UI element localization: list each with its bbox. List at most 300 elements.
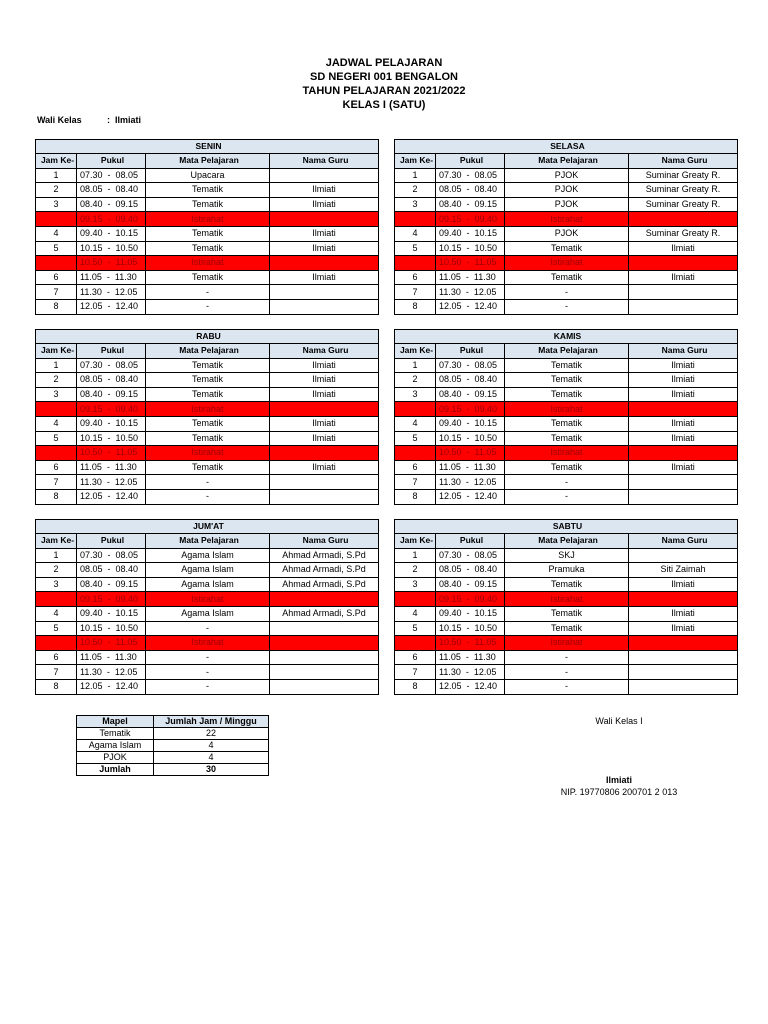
time-cell: 09.40 - 10.15 xyxy=(436,416,505,431)
schedule-row xyxy=(36,475,379,490)
jam-cell: 2 xyxy=(395,183,436,198)
time-cell: 10.15 - 10.50 xyxy=(77,621,146,636)
col-jam-header: Jam Ke- xyxy=(36,154,77,169)
subject-cell: Tematik xyxy=(146,373,270,388)
time-cell: 09.40 - 10.15 xyxy=(436,606,505,621)
subject-cell: PJOK xyxy=(505,197,629,212)
day-name: RABU xyxy=(36,330,379,344)
day-name: JUM'AT xyxy=(36,520,379,534)
teacher-cell: Ilmiati xyxy=(629,577,738,592)
break-row xyxy=(36,636,379,651)
subject-cell: - xyxy=(146,665,270,680)
subject-cell: - xyxy=(146,650,270,665)
jam-cell: 2 xyxy=(36,373,77,388)
subject-cell: - xyxy=(505,285,629,300)
summary-header-row xyxy=(77,716,269,728)
jam-cell: 4 xyxy=(395,606,436,621)
schedule-row xyxy=(36,285,379,300)
signature-nip: NIP. 19770806 200701 2 013 xyxy=(560,787,678,797)
schedule-row xyxy=(36,387,379,402)
time-cell: 12.05 - 12.40 xyxy=(77,299,146,314)
schedule-row xyxy=(395,650,738,665)
time-cell: 10.50 - 11.05 xyxy=(436,636,505,651)
day-name: SELASA xyxy=(395,140,738,154)
jam-cell: 5 xyxy=(36,621,77,636)
wali-kelas-sep: : xyxy=(107,115,110,125)
subject-cell: Tematik xyxy=(146,241,270,256)
jam-cell: 6 xyxy=(395,650,436,665)
subject-cell: Pramuka xyxy=(505,563,629,578)
time-cell: 08.05 - 08.40 xyxy=(77,183,146,198)
jam-cell: 6 xyxy=(36,460,77,475)
time-cell: 09.15 - 09.40 xyxy=(436,592,505,607)
summary-total-row xyxy=(77,764,269,776)
schedule-row xyxy=(36,650,379,665)
jam-cell: 7 xyxy=(395,285,436,300)
summary-total-label: Jumlah xyxy=(77,764,154,776)
jam-cell: 6 xyxy=(395,270,436,285)
col-pukul-header: Pukul xyxy=(77,534,146,549)
col-jam-header: Jam Ke- xyxy=(36,344,77,359)
break-row xyxy=(36,446,379,461)
jam-cell: 4 xyxy=(395,416,436,431)
time-cell: 10.50 - 11.05 xyxy=(436,256,505,271)
col-pukul-header: Pukul xyxy=(77,344,146,359)
teacher-cell xyxy=(270,212,379,227)
schedule-row xyxy=(36,183,379,198)
subject-cell: - xyxy=(505,679,629,694)
jam-cell: 6 xyxy=(36,650,77,665)
break-row xyxy=(395,592,738,607)
jam-cell xyxy=(395,446,436,461)
teacher-cell xyxy=(270,650,379,665)
jam-cell: 4 xyxy=(36,226,77,241)
teacher-cell xyxy=(629,475,738,490)
subject-cell: Istirahat xyxy=(146,212,270,227)
jam-cell: 7 xyxy=(36,285,77,300)
break-row xyxy=(36,256,379,271)
jam-cell: 6 xyxy=(395,460,436,475)
schedule-row xyxy=(36,226,379,241)
subject-cell: PJOK xyxy=(505,183,629,198)
time-cell: 10.15 - 10.50 xyxy=(77,241,146,256)
col-mapel-header: Mata Pelajaran xyxy=(505,534,629,549)
day-header-row xyxy=(36,520,379,534)
teacher-cell: Ilmiati xyxy=(270,358,379,373)
day-header-row xyxy=(395,520,738,534)
subject-cell: Tematik xyxy=(146,197,270,212)
schedule-row xyxy=(395,475,738,490)
jam-cell: 3 xyxy=(395,387,436,402)
time-cell: 11.30 - 12.05 xyxy=(77,475,146,490)
time-cell: 10.50 - 11.05 xyxy=(77,636,146,651)
jam-cell xyxy=(36,256,77,271)
time-cell: 09.15 - 09.40 xyxy=(436,402,505,417)
teacher-cell: Ahmad Armadi, S.Pd xyxy=(270,548,379,563)
schedule-row xyxy=(395,416,738,431)
schedule-row xyxy=(36,548,379,563)
teacher-cell: Ilmiati xyxy=(629,621,738,636)
schedule-row xyxy=(395,489,738,504)
time-cell: 10.15 - 10.50 xyxy=(436,241,505,256)
subject-cell: Tematik xyxy=(505,431,629,446)
jam-cell: 1 xyxy=(395,548,436,563)
subject-cell: Agama Islam xyxy=(146,563,270,578)
time-cell: 09.40 - 10.15 xyxy=(436,226,505,241)
teacher-cell xyxy=(270,636,379,651)
subject-cell: Istirahat xyxy=(146,256,270,271)
teacher-cell xyxy=(629,402,738,417)
break-row xyxy=(395,636,738,651)
col-pukul-header: Pukul xyxy=(436,534,505,549)
jam-cell: 7 xyxy=(36,665,77,680)
time-cell: 09.15 - 09.40 xyxy=(77,592,146,607)
teacher-cell xyxy=(629,285,738,300)
teacher-cell: Ilmiati xyxy=(270,460,379,475)
teacher-cell: Ilmiati xyxy=(629,373,738,388)
jam-cell: 3 xyxy=(395,577,436,592)
teacher-cell xyxy=(629,650,738,665)
schedule-row xyxy=(395,183,738,198)
break-row xyxy=(395,402,738,417)
subject-cell: - xyxy=(505,650,629,665)
teacher-cell xyxy=(629,212,738,227)
time-cell: 09.15 - 09.40 xyxy=(77,402,146,417)
time-cell: 08.40 - 09.15 xyxy=(77,577,146,592)
jam-cell: 1 xyxy=(395,168,436,183)
jam-cell: 3 xyxy=(36,387,77,402)
schedule-row xyxy=(395,197,738,212)
day-table xyxy=(394,139,738,315)
subject-cell: - xyxy=(505,475,629,490)
summary-head-jam: Jumlah Jam / Minggu xyxy=(154,716,269,728)
jam-cell: 8 xyxy=(395,489,436,504)
subject-cell: Tematik xyxy=(505,373,629,388)
jam-cell xyxy=(36,402,77,417)
day-header-row xyxy=(395,140,738,154)
col-mapel-header: Mata Pelajaran xyxy=(146,534,270,549)
time-cell: 11.05 - 11.30 xyxy=(436,460,505,475)
teacher-cell xyxy=(629,679,738,694)
subject-cell: Istirahat xyxy=(146,402,270,417)
subject-cell: Tematik xyxy=(505,358,629,373)
subject-cell: Istirahat xyxy=(505,212,629,227)
time-cell: 08.40 - 09.15 xyxy=(77,387,146,402)
col-mapel-header: Mata Pelajaran xyxy=(146,154,270,169)
time-cell: 08.05 - 08.40 xyxy=(436,183,505,198)
summary-jam: 4 xyxy=(154,740,269,752)
time-cell: 08.40 - 09.15 xyxy=(436,197,505,212)
day-table xyxy=(35,139,379,315)
column-header-row xyxy=(395,344,738,359)
teacher-cell: Ilmiati xyxy=(629,416,738,431)
schedule-row xyxy=(36,270,379,285)
summary-row xyxy=(77,740,269,752)
day-header-row xyxy=(36,140,379,154)
jam-cell xyxy=(395,402,436,417)
teacher-cell xyxy=(270,168,379,183)
time-cell: 09.15 - 09.40 xyxy=(436,212,505,227)
schedule-row xyxy=(395,563,738,578)
day-header-row xyxy=(36,330,379,344)
jam-cell: 4 xyxy=(36,606,77,621)
schedule-row xyxy=(36,168,379,183)
col-mapel-header: Mata Pelajaran xyxy=(146,344,270,359)
schedule-row xyxy=(395,577,738,592)
day-name: KAMIS xyxy=(395,330,738,344)
time-cell: 09.40 - 10.15 xyxy=(77,226,146,241)
teacher-cell: Ilmiati xyxy=(270,183,379,198)
day-table xyxy=(394,329,738,505)
time-cell: 08.05 - 08.40 xyxy=(436,563,505,578)
subject-cell: Istirahat xyxy=(146,446,270,461)
subject-cell: - xyxy=(146,621,270,636)
time-cell: 07.30 - 08.05 xyxy=(436,168,505,183)
subject-cell: - xyxy=(505,489,629,504)
time-cell: 11.05 - 11.30 xyxy=(436,270,505,285)
jam-cell xyxy=(36,446,77,461)
time-cell: 09.40 - 10.15 xyxy=(77,416,146,431)
day-name: SABTU xyxy=(395,520,738,534)
subject-cell: Tematik xyxy=(505,606,629,621)
time-cell: 08.05 - 08.40 xyxy=(77,373,146,388)
teacher-cell xyxy=(270,446,379,461)
subject-cell: Tematik xyxy=(505,416,629,431)
schedule-row xyxy=(36,373,379,388)
signature-name: Ilmiati xyxy=(605,775,632,785)
subject-cell: SKJ xyxy=(505,548,629,563)
time-cell: 10.15 - 10.50 xyxy=(436,431,505,446)
subject-cell: Istirahat xyxy=(505,636,629,651)
jam-cell: 3 xyxy=(36,197,77,212)
time-cell: 08.40 - 09.15 xyxy=(436,387,505,402)
subject-cell: Istirahat xyxy=(505,256,629,271)
teacher-cell: Ilmiati xyxy=(629,606,738,621)
jam-cell: 5 xyxy=(395,431,436,446)
teacher-cell xyxy=(629,548,738,563)
break-row xyxy=(395,212,738,227)
time-cell: 12.05 - 12.40 xyxy=(436,489,505,504)
subject-cell: - xyxy=(146,475,270,490)
teacher-cell: Ilmiati xyxy=(629,387,738,402)
teacher-cell xyxy=(629,636,738,651)
time-cell: 07.30 - 08.05 xyxy=(77,168,146,183)
col-pukul-header: Pukul xyxy=(436,344,505,359)
time-cell: 07.30 - 08.05 xyxy=(436,358,505,373)
time-cell: 09.40 - 10.15 xyxy=(77,606,146,621)
time-cell: 08.40 - 09.15 xyxy=(77,197,146,212)
title-line-2: SD NEGERI 001 BENGALON xyxy=(310,71,458,83)
teacher-cell: Ilmiati xyxy=(270,197,379,212)
schedule-row xyxy=(395,431,738,446)
col-pukul-header: Pukul xyxy=(77,154,146,169)
summary-jam: 22 xyxy=(154,728,269,740)
subject-cell: - xyxy=(146,679,270,694)
jam-cell: 5 xyxy=(36,241,77,256)
time-cell: 11.05 - 11.30 xyxy=(77,650,146,665)
teacher-cell xyxy=(270,679,379,694)
jam-cell xyxy=(395,256,436,271)
jam-cell: 3 xyxy=(395,197,436,212)
col-jam-header: Jam Ke- xyxy=(395,154,436,169)
subject-cell: PJOK xyxy=(505,226,629,241)
wali-label-text: Wali Kelas xyxy=(37,115,82,125)
summary-mapel: Tematik xyxy=(77,728,154,740)
teacher-cell: Suminar Greaty R. xyxy=(629,197,738,212)
jam-cell xyxy=(395,212,436,227)
summary-head-mapel: Mapel xyxy=(77,716,154,728)
summary-row xyxy=(77,728,269,740)
teacher-cell xyxy=(629,665,738,680)
subject-cell: Agama Islam xyxy=(146,548,270,563)
time-cell: 10.15 - 10.50 xyxy=(436,621,505,636)
teacher-cell xyxy=(270,256,379,271)
jam-cell: 3 xyxy=(36,577,77,592)
teacher-cell: Ilmiati xyxy=(629,460,738,475)
jam-cell: 8 xyxy=(395,299,436,314)
time-cell: 12.05 - 12.40 xyxy=(436,299,505,314)
schedule-row xyxy=(36,241,379,256)
col-guru-header: Nama Guru xyxy=(629,344,738,359)
time-cell: 10.50 - 11.05 xyxy=(77,256,146,271)
teacher-cell: Ilmiati xyxy=(270,416,379,431)
wali-kelas-name: Ilmiati xyxy=(115,115,142,125)
teacher-cell: Ahmad Armadi, S.Pd xyxy=(270,606,379,621)
subject-cell: Tematik xyxy=(146,183,270,198)
time-cell: 11.05 - 11.30 xyxy=(77,270,146,285)
jam-cell xyxy=(36,212,77,227)
time-cell: 12.05 - 12.40 xyxy=(436,679,505,694)
teacher-cell xyxy=(629,256,738,271)
jam-cell: 8 xyxy=(36,489,77,504)
teacher-cell: Ilmiati xyxy=(270,226,379,241)
col-pukul-header: Pukul xyxy=(436,154,505,169)
time-cell: 11.05 - 11.30 xyxy=(436,650,505,665)
schedule-row xyxy=(36,679,379,694)
subject-cell: Tematik xyxy=(505,270,629,285)
jam-cell: 1 xyxy=(395,358,436,373)
schedule-row xyxy=(395,679,738,694)
teacher-cell: Ahmad Armadi, S.Pd xyxy=(270,563,379,578)
time-cell: 11.05 - 11.30 xyxy=(77,460,146,475)
schedule-row xyxy=(36,621,379,636)
time-cell: 11.30 - 12.05 xyxy=(436,665,505,680)
column-header-row xyxy=(395,534,738,549)
jam-cell: 4 xyxy=(36,416,77,431)
subject-cell: Upacara xyxy=(146,168,270,183)
jam-cell: 1 xyxy=(36,548,77,563)
teacher-cell: Suminar Greaty R. xyxy=(629,168,738,183)
subject-cell: Tematik xyxy=(505,577,629,592)
col-mapel-header: Mata Pelajaran xyxy=(505,154,629,169)
teacher-cell: Ilmiati xyxy=(629,431,738,446)
subject-cell: - xyxy=(505,299,629,314)
time-cell: 08.40 - 09.15 xyxy=(436,577,505,592)
jam-cell: 1 xyxy=(36,358,77,373)
wali-kelas-line xyxy=(37,115,141,125)
time-cell: 07.30 - 08.05 xyxy=(77,548,146,563)
schedule-row xyxy=(36,460,379,475)
time-cell: 09.15 - 09.40 xyxy=(77,212,146,227)
col-jam-header: Jam Ke- xyxy=(36,534,77,549)
break-row xyxy=(36,212,379,227)
col-jam-header: Jam Ke- xyxy=(395,534,436,549)
time-cell: 11.30 - 12.05 xyxy=(436,475,505,490)
subject-cell: Tematik xyxy=(505,621,629,636)
subject-cell: - xyxy=(146,489,270,504)
subject-cell: Istirahat xyxy=(505,592,629,607)
time-cell: 10.50 - 11.05 xyxy=(77,446,146,461)
teacher-cell: Ilmiati xyxy=(270,241,379,256)
teacher-cell: Ahmad Armadi, S.Pd xyxy=(270,577,379,592)
summary-mapel: Agama Islam xyxy=(77,740,154,752)
wali-kelas-label xyxy=(37,115,107,125)
title-line-3: TAHUN PELAJARAN 2021/2022 xyxy=(302,85,466,97)
subject-cell: Tematik xyxy=(146,416,270,431)
schedule-row xyxy=(395,373,738,388)
jam-cell: 5 xyxy=(395,621,436,636)
schedule-row xyxy=(36,606,379,621)
column-header-row xyxy=(36,534,379,549)
jam-cell: 8 xyxy=(36,679,77,694)
subject-cell: Istirahat xyxy=(146,592,270,607)
teacher-cell: Ilmiati xyxy=(629,270,738,285)
subject-cell: PJOK xyxy=(505,168,629,183)
col-guru-header: Nama Guru xyxy=(270,154,379,169)
teacher-cell xyxy=(270,621,379,636)
jam-cell: 6 xyxy=(36,270,77,285)
day-header-row xyxy=(395,330,738,344)
subject-cell: Tematik xyxy=(505,460,629,475)
schedule-row xyxy=(36,358,379,373)
teacher-cell: Ilmiati xyxy=(270,431,379,446)
title-line-4: KELAS I (SATU) xyxy=(342,99,426,111)
schedule-row xyxy=(395,299,738,314)
teacher-cell xyxy=(629,446,738,461)
jam-cell xyxy=(36,636,77,651)
break-row xyxy=(395,446,738,461)
teacher-cell: Ilmiati xyxy=(629,241,738,256)
subject-cell: Agama Islam xyxy=(146,577,270,592)
subject-cell: Istirahat xyxy=(505,402,629,417)
schedule-row xyxy=(36,665,379,680)
column-header-row xyxy=(36,154,379,169)
schedule-row xyxy=(36,416,379,431)
subject-cell: Tematik xyxy=(146,358,270,373)
subject-cell: - xyxy=(505,665,629,680)
schedule-row xyxy=(36,577,379,592)
jam-cell: 1 xyxy=(36,168,77,183)
time-cell: 11.30 - 12.05 xyxy=(77,285,146,300)
day-table xyxy=(35,519,379,695)
summary-table xyxy=(76,715,269,776)
summary-mapel: PJOK xyxy=(77,752,154,764)
teacher-cell xyxy=(629,592,738,607)
teacher-cell xyxy=(270,475,379,490)
subject-cell: Agama Islam xyxy=(146,606,270,621)
teacher-cell: Ilmiati xyxy=(629,358,738,373)
time-cell: 10.50 - 11.05 xyxy=(436,446,505,461)
teacher-cell xyxy=(270,592,379,607)
teacher-cell xyxy=(270,402,379,417)
schedule-row xyxy=(36,489,379,504)
summary-jam: 4 xyxy=(154,752,269,764)
time-cell: 12.05 - 12.40 xyxy=(77,489,146,504)
break-row xyxy=(36,592,379,607)
day-table xyxy=(394,519,738,695)
day-table xyxy=(35,329,379,505)
jam-cell: 7 xyxy=(395,475,436,490)
